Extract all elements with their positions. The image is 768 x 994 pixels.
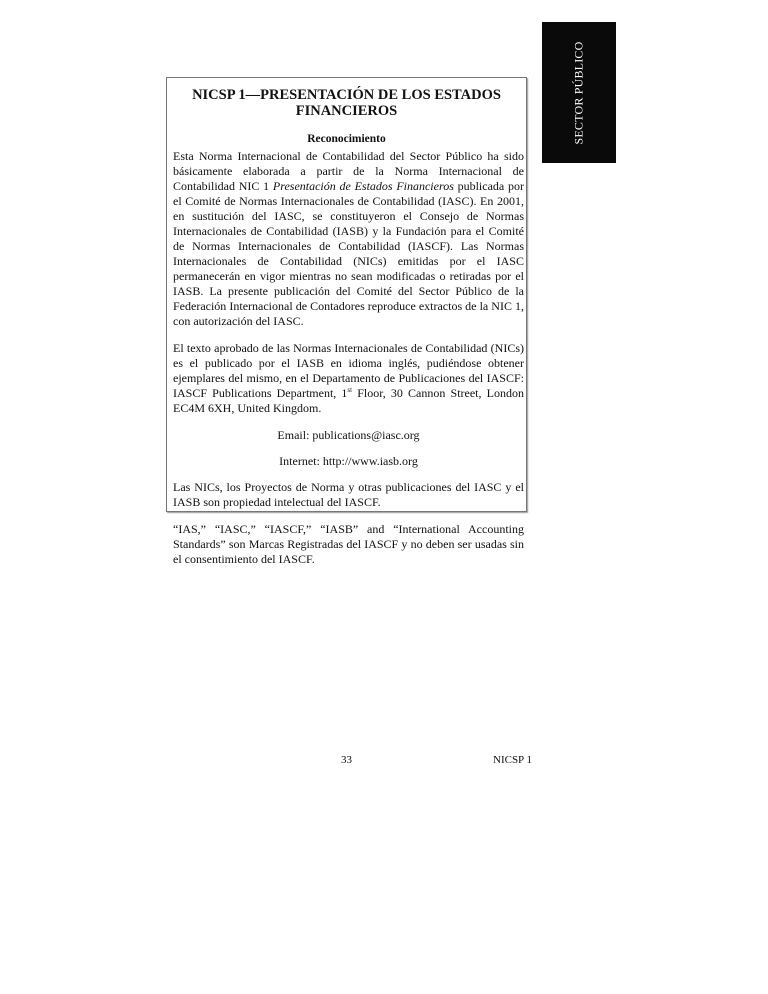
footer-code: NICSP 1 <box>493 754 533 766</box>
text: El texto aprobado de las Normas Internacionales de Contabilidad (NICs) es el publicado por el IASB en idioma inglés, pudiéndose obtener ejemplares del mismo, en el Departamento de Publicaciones del IASCF: IASCF Publications Department, 1 <box>173 341 524 400</box>
text: Floor, 30 Cannon Street, London EC4M 6XH, United Kingdom. <box>173 386 524 415</box>
paragraph-3: Las NICs, los Proyectos de Norma y otras publicaciones del IASC y el IASB son propiedad intelectual del IASCF. <box>173 480 524 509</box>
section-tab <box>542 22 616 163</box>
email-line: Email: publications@iasc.org <box>277 428 420 442</box>
page-number: 33 <box>341 754 352 766</box>
page-title <box>167 87 526 119</box>
standard-title: Presentación de Estados Financieros <box>272 179 454 193</box>
title-line-2: FINANCIEROS <box>295 103 398 119</box>
box-content <box>173 149 524 579</box>
text: publicada por el Comité de Normas Internacionales de Contabilidad (IASC). En 2001, en sustitución del IASC, se constituyeron el Consejo de Normas Internacionales de Contabilidad (IASB) y la Fundación para el Comité de Normas Internacionales de Contabilidad (IASCF). Las Normas Internacionales de Contabilidad (NICs) emitidas por el IASC permanecerán en vigor mientras no sean modificadas o retiradas por el IASB. La presente publicación del Comité del Sector Público de la Federación Internacional de Contadores reproduce extractos de la NIC 1, con autorización del IASC. <box>173 179 524 328</box>
ordinal-suffix: st <box>347 386 353 394</box>
paragraph-2 <box>173 341 524 416</box>
internet-line: Internet: http://www.iasb.org <box>279 454 418 468</box>
paragraph-1 <box>173 149 524 329</box>
text: Esta Norma Internacional de Contabilidad del Sector Público ha sido básicamente elaborada a partir de la Norma Internacional de Contabilidad NIC 1 <box>173 149 524 193</box>
title-line-1: NICSP 1—PRESENTACIÓN DE LOS ESTADOS <box>192 87 501 103</box>
section-tab-label: SECTOR PÚBLICO <box>571 41 586 144</box>
section-heading: Reconocimiento <box>307 133 386 145</box>
paragraph-4: “IAS,” “IASC,” “IASCF,” “IASB” and “International Accounting Standards” son Marcas Registradas del IASCF y no deben ser usadas sin el consentimiento del IASCF. <box>173 522 524 566</box>
acknowledgement-box <box>166 77 527 566</box>
